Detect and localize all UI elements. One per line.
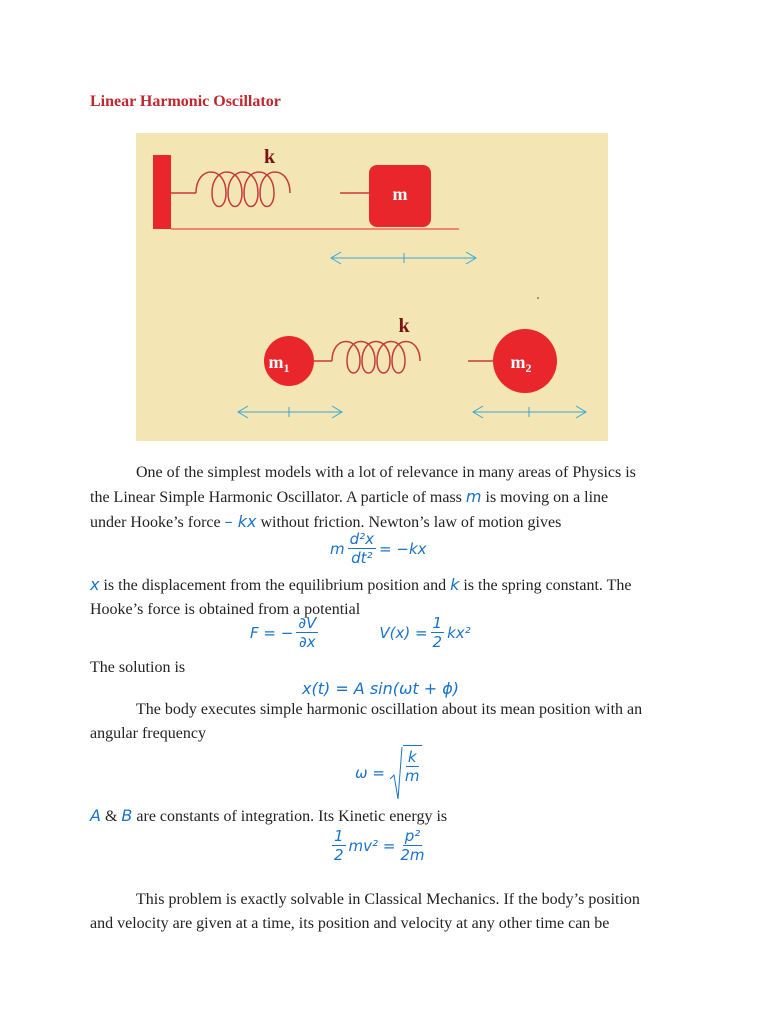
oscillator-figure <box>136 133 608 441</box>
wall <box>153 155 171 229</box>
text-line: and velocity are given at a time, its position and velocity at any other time can be <box>90 915 610 932</box>
text-line: the Linear Simple Harmonic Oscillator. A particle of mass m is moving on a line <box>90 487 609 506</box>
sqrt-sign <box>389 745 403 801</box>
spring-1-label: k <box>264 146 276 168</box>
equation-newton: m $\frac{\text{d²x}}{\text{dt²}}$ = −kx <box>330 530 427 567</box>
text-line: Hooke’s force is obtained from a potential <box>90 601 361 618</box>
equation-solution: x(t) = A sin(ωt + ϕ) <box>302 679 460 698</box>
text-line: angular frequency <box>90 725 206 742</box>
math-var: m <box>465 487 482 506</box>
paragraph-5 <box>90 888 710 936</box>
equation-kinetic: $\frac{1}{2}$ mv² = $\frac{\text{p²}}{2m}$ <box>334 827 425 864</box>
spring-2-label: k <box>398 315 410 337</box>
equation-potential: F = − $\frac{\partial V}{\partial x}$ V(x) = $\frac{1}{2}$ kx² <box>250 614 471 651</box>
text-line: This problem is exactly solvable in Classical Mechanics. If the body’s position <box>136 891 640 908</box>
text-line: x is the displacement from the equilibrium position and k is the spring constant. The <box>90 575 632 594</box>
page-title: Linear Harmonic Oscillator <box>90 93 281 110</box>
text-line: The body executes simple harmonic oscillation about its mean position with an <box>136 701 643 718</box>
mass-block-label: m <box>392 184 408 204</box>
text-line: One of the simplest models with a lot of relevance in many areas of Physics is <box>136 464 636 481</box>
paragraph-3 <box>90 698 710 746</box>
paragraph-4 <box>90 804 690 829</box>
text-line: under Hooke’s force – kx without friction. Newton’s law of motion gives <box>90 512 562 531</box>
paragraph-1 <box>90 461 690 535</box>
math-var: – kx <box>224 512 257 531</box>
ball-1-label: $m_1$ <box>268 352 290 375</box>
solution-label: The solution is <box>90 659 186 676</box>
ball-2-label: $m_2$ <box>510 352 532 375</box>
equation-omega: ω = $\frac{k}{m}$ <box>355 745 422 801</box>
text-line: A & B are constants of integration. Its Kinetic energy is <box>90 806 448 825</box>
